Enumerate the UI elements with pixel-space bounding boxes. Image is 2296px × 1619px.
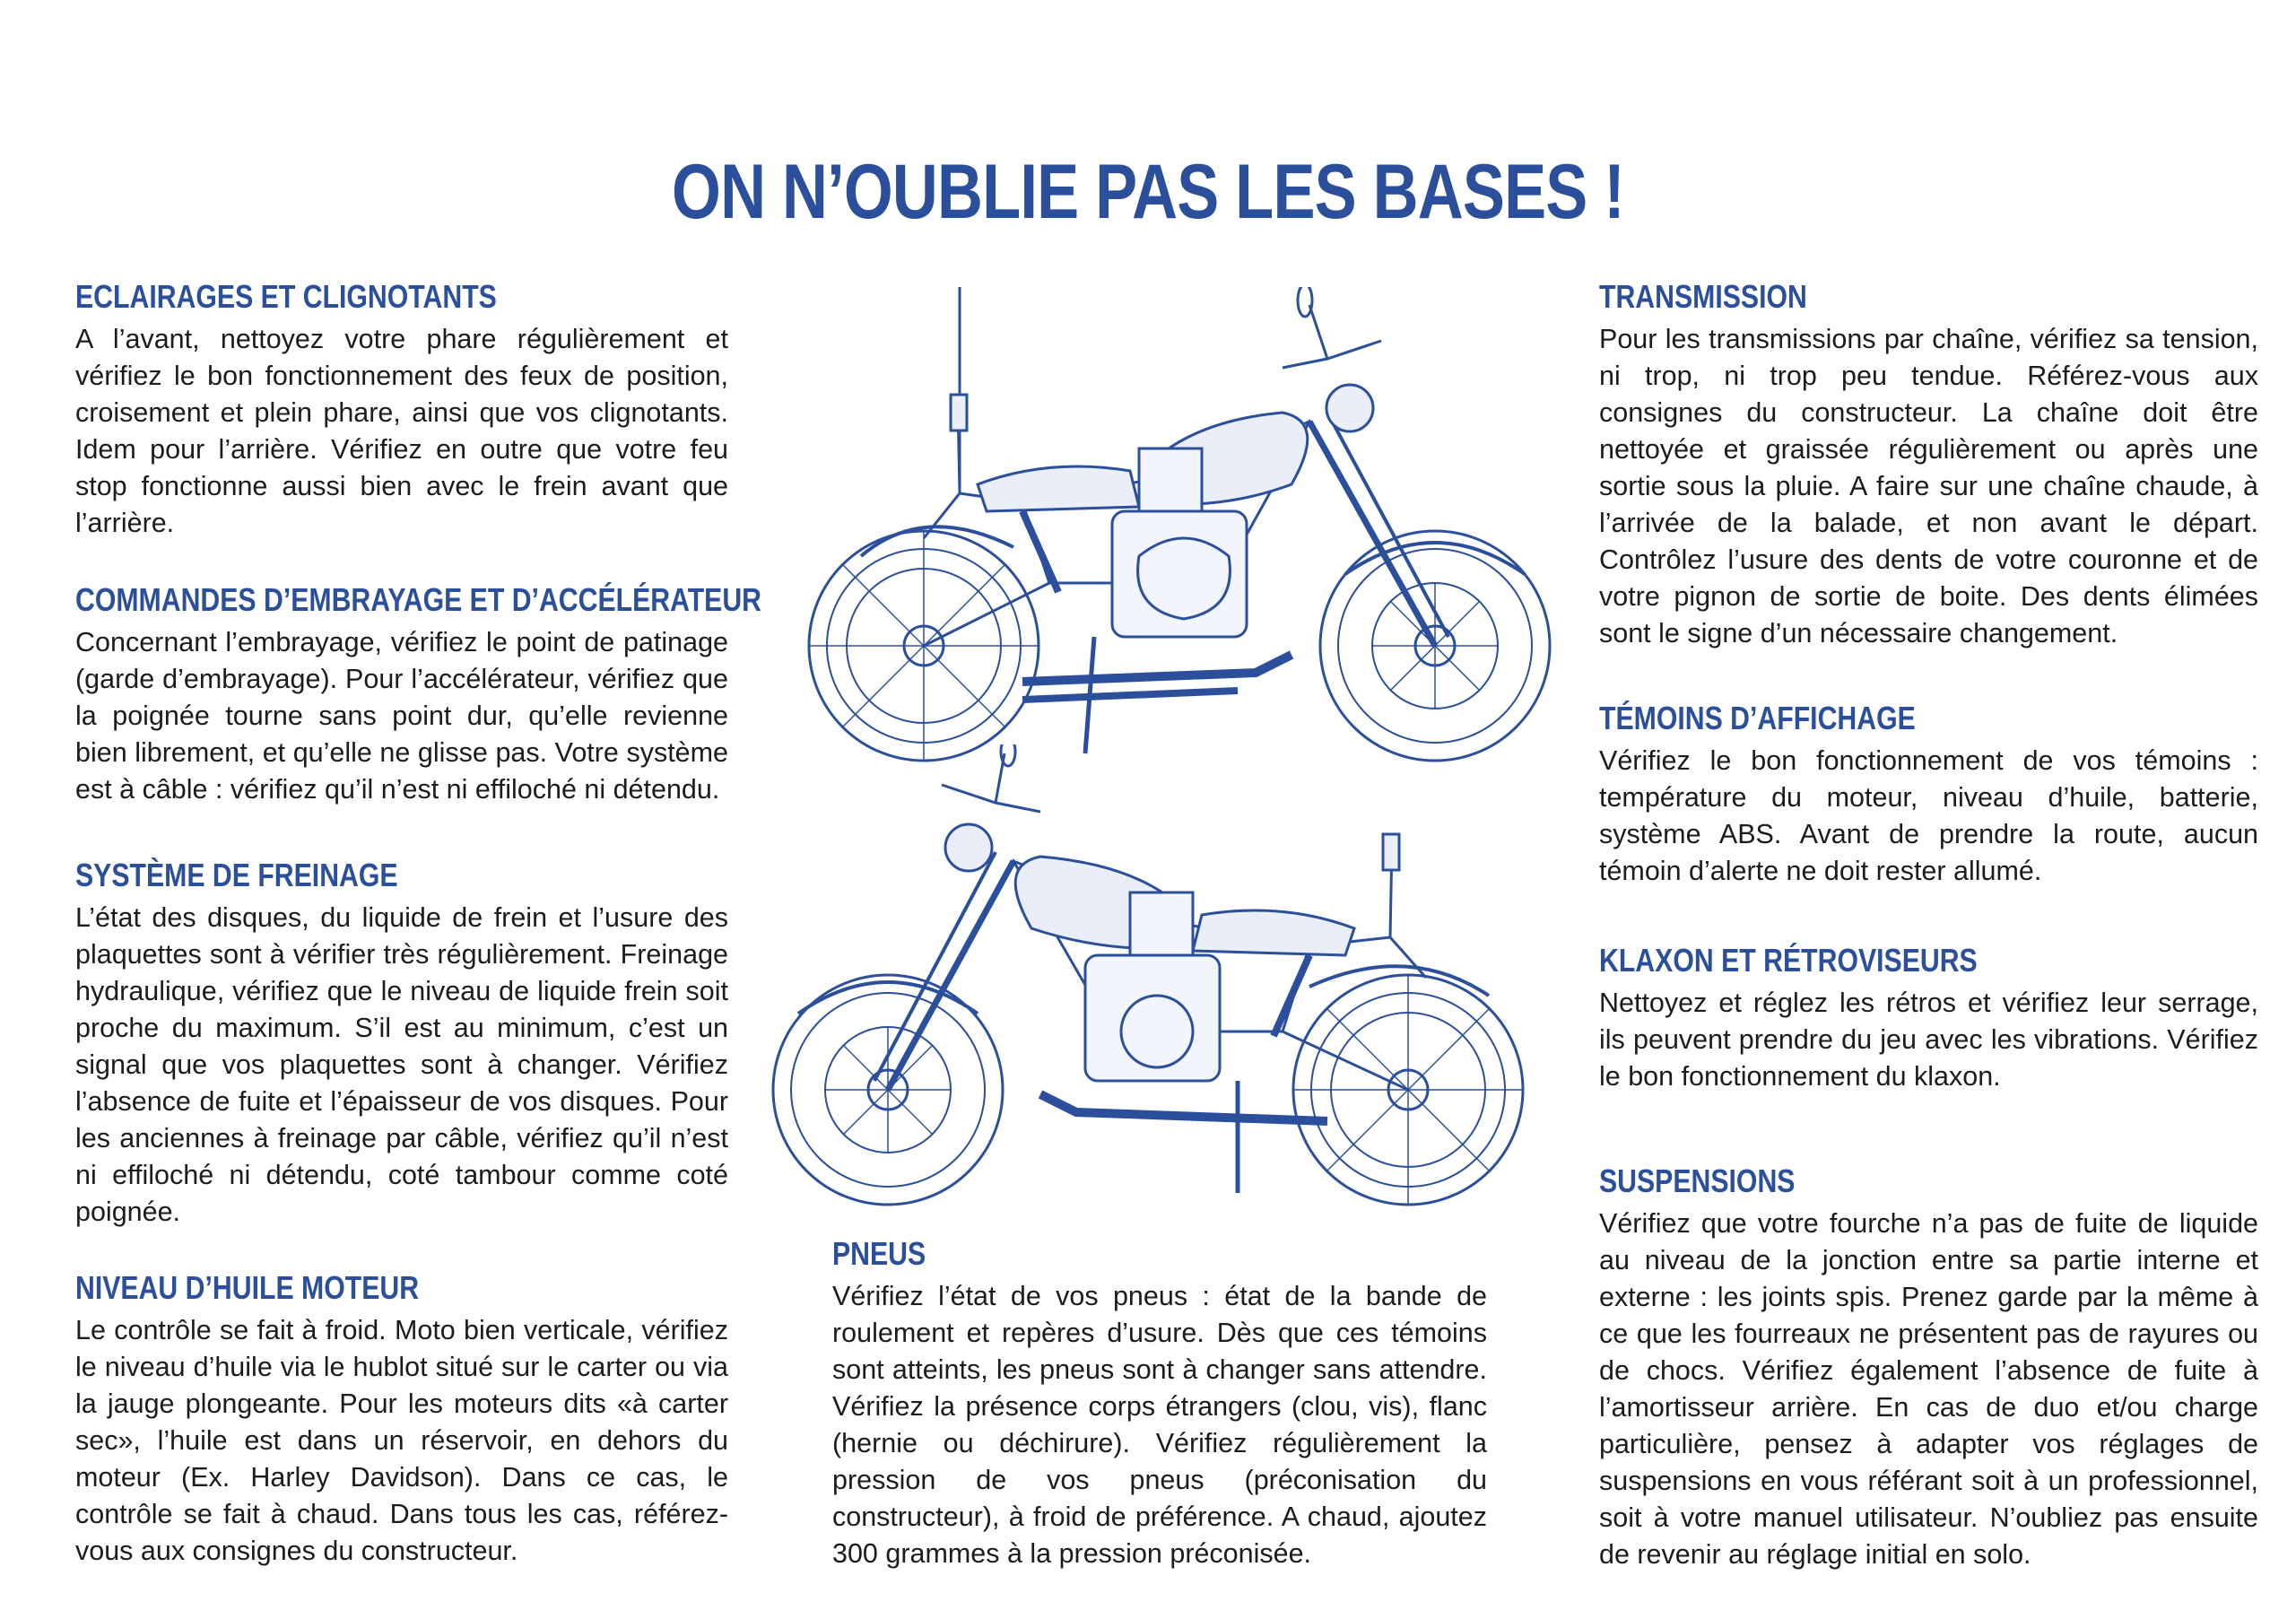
section-body: Nettoyez et réglez les rétros et vérifiez leur serrage, ils peuvent prendre du jeu avec les vibrations. Vérifiez le bon fonctionnement du klaxon. (1599, 988, 2258, 1092)
section-body: A l’avant, nettoyez votre phare régulièrement et vérifiez le bon fonctionnement des feux de position, croisement et plein phare, ainsi que vos clignotants. Idem pour l’arrière. Vérifiez en outre que votre feu stop fonctionne aussi bien avec le frein avant que l’arrière. (75, 324, 728, 538)
motorcycle-top-illustration (753, 287, 1578, 771)
section-suspensions (1599, 1162, 2258, 1573)
section-heading: PNEUS (832, 1235, 926, 1272)
section-klaxon (1599, 942, 2258, 1095)
section-heading: TRANSMISSION (1599, 278, 1807, 315)
section-body: L’état des disques, du liquide de frein et l’usure des plaquettes sont à vérifier très régulièrement. Freinage hydraulique, vérifiez que le niveau de liquide frein soit proche du maximum. S’il est au minimum, c’est un signal que vos plaquettes sont à changer. Vérifiez l’absence de fuite et l’épaisseur de vos disques. Pour les anciennes à freinage par câble, vérifiez qu’il n’est ni effiloché ni détendu, coté tambour comme coté poignée. (75, 902, 728, 1227)
section-freinage (75, 857, 728, 1231)
section-heading: COMMANDES D’EMBRAYAGE ET D’ACCÉLÉRATEUR (75, 581, 762, 618)
page-title: ON N’OUBLIE PAS LES BASES ! (672, 149, 1624, 235)
section-heading: KLAXON ET RÉTROVISEURS (1599, 942, 1978, 979)
section-huile (75, 1269, 728, 1570)
section-body: Vérifiez l’état de vos pneus : état de la bande de roulement et repères d’usure. Dès que ces témoins sont atteints, les pneus sont à changer sans attendre. Vérifiez la présence corps étrangers (clou, vis), flanc (hernie ou déchirure). Vérifiez régulièrement la pression de vos pneus (préconisation du constructeur), à froid de préférence. A chaud, ajoutez 300 grammes à la pression préconisée. (832, 1281, 1487, 1569)
section-heading: SUSPENSIONS (1599, 1162, 1796, 1199)
section-transmission (1599, 278, 2258, 652)
section-body: Concernant l’embrayage, vérifiez le point de patinage (garde d’embrayage). Pour l’accélérateur, vérifiez que la poignée tourne sans point dur, qu’elle revienne bien librement, et qu’elle ne glisse pas. Votre système est à câble : vérifiez qu’il n’est ni effiloché ni détendu. (75, 627, 728, 805)
section-temoins (1599, 700, 2258, 890)
section-body: Vérifiez que votre fourche n’a pas de fuite de liquide au niveau de la jonction entre sa partie interne et externe : les joints spis. Prenez garde par la même à ce que les fourreaux ne présentent pas de rayures ou de chocs. Vérifiez également l’absence de fuite à l’amortisseur arrière. En cas de duo et/ou charge particulière, pensez à adapter vos réglages de suspensions en vous référant soit à un professionnel, soit à votre manuel utilisateur. N’oubliez pas ensuite de revenir au réglage initial en solo. (1599, 1208, 2258, 1570)
section-heading: ECLAIRAGES ET CLIGNOTANTS (75, 278, 497, 315)
motorcycle-bottom-illustration (753, 744, 1578, 1211)
section-heading: TÉMOINS D’AFFICHAGE (1599, 700, 1916, 736)
section-body: Vérifiez le bon fonctionnement de vos témoins : température du moteur, niveau d’huile, batterie, système ABS. Avant de prendre la route, aucun témoin d’alerte ne doit rester allumé. (1599, 745, 2258, 886)
section-heading: SYSTÈME DE FREINAGE (75, 857, 398, 893)
section-body: Pour les transmissions par chaîne, vérifiez sa tension, ni trop, ni trop peu tendue. Référez-vous aux consignes du constructeur. La chaîne doit être nettoyée et graissée régulièrement ou après une sortie sous la pluie. A faire sur une chaîne chaude, à l’arrivée de la balade, et non avant le départ. Contrôlez l’usure des dents de votre couronne et de votre pignon de sortie de boite. Des dents élimées sont le signe d’un nécessaire changement. (1599, 324, 2258, 648)
section-eclairages (75, 278, 728, 542)
section-heading: NIVEAU D’HUILE MOTEUR (75, 1269, 420, 1306)
section-commandes (75, 581, 762, 808)
section-pneus (832, 1235, 1487, 1572)
section-body: Le contrôle se fait à froid. Moto bien verticale, vérifiez le niveau d’huile via le hublot situé sur le carter ou via la jauge plongeante. Pour les moteurs dits «à carter sec», l’huile est dans un réservoir, en dehors du moteur (Ex. Harley Davidson). Dans ce cas, le contrôle se fait à chaud. Dans tous les cas, référez-vous aux consignes du constructeur. (75, 1315, 728, 1566)
